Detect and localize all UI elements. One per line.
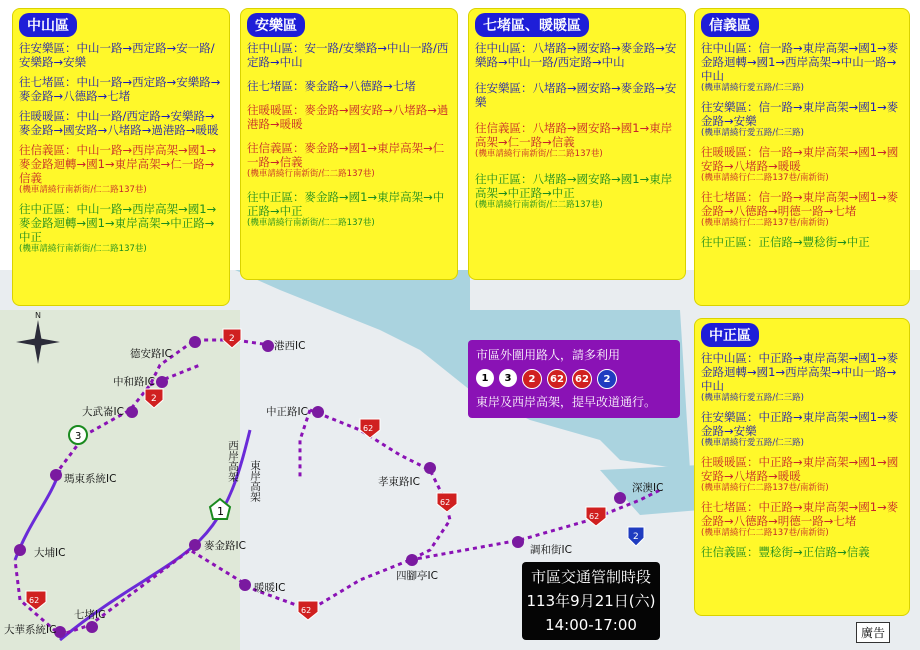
- ic-label: 大華系統IC: [4, 624, 57, 636]
- route-item: 往七堵區：中正路→東岸高架→國1→麥金路→八德路→明德一路→七堵 (機車請繞行仁二路137巷/南新街): [701, 500, 899, 538]
- ic-label: 港西IC: [274, 340, 306, 352]
- freeway-badge-icon: 1: [476, 369, 494, 387]
- panel-anle: [240, 8, 458, 280]
- route-badge: [69, 426, 87, 444]
- route-item: 往暖暖區：信一路→東岸高架→國1→國安路→八堵路→暖暖 (機車請繞行仁二路137巷/南新街): [701, 145, 899, 183]
- svg-text:62: 62: [589, 512, 600, 521]
- ic-dot: [406, 554, 418, 566]
- route-item: 往中山區：中正路→東岸高架→國1→麥金路迴轉→國1→西岸高架→中山一路→中山 (機車請繞行愛五路/仁三路): [701, 351, 899, 403]
- route-badge: [298, 601, 318, 620]
- ic-dot: [50, 469, 62, 481]
- route-item: 往中正區：正信路→豐稔街→中正: [701, 235, 870, 249]
- panel-zhongshan: [12, 8, 230, 306]
- svg-text:62: 62: [29, 596, 40, 605]
- route-item: 往暖暖區：中正路→東岸高架→國1→國安路→八堵路→暖暖 (機車請繞行仁二路137巷/南新街): [701, 455, 899, 493]
- road-label: 西岸高架: [227, 440, 239, 482]
- route-item: 往信義區：麥金路→國1→東岸高架→仁一路→信義 (機車請繞行南新街/仁二路137巷): [247, 141, 445, 179]
- freeway-badge-icon: 3: [499, 369, 517, 387]
- ic-label: 深澳IC: [632, 482, 664, 494]
- control-date: 113年9月21日(六): [526, 592, 656, 610]
- ic-dot: [126, 406, 138, 418]
- notice-icons: [476, 369, 672, 389]
- ic-dot: [86, 621, 98, 633]
- route-item: 往中正區：八堵路→國安路→國1→東岸高架→中正路→中正 (機車請繞行南新街/仁二路137巷): [475, 172, 673, 210]
- route-badge: [628, 527, 644, 546]
- panel-title: 中山區: [19, 13, 77, 37]
- route-item: 往中正區：中山一路→西岸高架→國1→麥金路迴轉→國1→東岸高架→中正路→中正 (機車請繞行南新街/仁二路137巷): [19, 202, 217, 254]
- panel-xinyi: [694, 8, 910, 306]
- control-title: 市區交通管制時段: [530, 568, 651, 586]
- expressway-badge-icon: 62: [547, 369, 567, 389]
- ic-dot: [189, 539, 201, 551]
- ic-dot: [614, 492, 626, 504]
- ic-label: 大埔IC: [34, 547, 66, 559]
- ic-dot: [189, 336, 201, 348]
- ic-label: 麥金路IC: [204, 540, 246, 552]
- svg-text:3: 3: [75, 431, 82, 442]
- ic-label: 四腳亭IC: [396, 570, 438, 582]
- svg-text:2: 2: [229, 334, 235, 344]
- ic-dot: [262, 340, 274, 352]
- ic-dot: [156, 376, 168, 388]
- panel-qidu-nuannuan: [468, 8, 686, 280]
- route-item: 往中山區：安一路/安樂路→中山一路/西定路→中山: [247, 41, 449, 69]
- ic-dot: [14, 544, 26, 556]
- route-item: 往信義區：豐稔街→正信路→信義: [701, 545, 870, 559]
- ic-label: 七堵IC: [74, 609, 106, 621]
- svg-text:1: 1: [217, 505, 224, 518]
- route-item: 往安樂區：八堵路→國安路→麥金路→安樂: [475, 81, 677, 109]
- route-item: 往七堵區：中山一路→西定路→安樂路→麥金路→八德路→七堵: [19, 75, 221, 103]
- control-time: 14:00-17:00: [545, 616, 637, 634]
- ic-label: 調和街IC: [530, 544, 572, 556]
- panel-title: 中正區: [701, 323, 759, 347]
- route-item: 往中山區：八堵路→國安路→麥金路→安樂路→中山一路/西定路→中山: [475, 41, 677, 69]
- route-badge: [437, 493, 457, 512]
- svg-text:62: 62: [301, 606, 312, 615]
- ic-label: 大武崙IC: [82, 406, 124, 418]
- route-item: 往安樂區：信一路→東岸高架→國1→麥金路→安樂 (機車請繞行愛五路/仁三路): [701, 100, 899, 138]
- route-item: 往中正區：麥金路→國1→東岸高架→中正路→中正 (機車請繞行南新街/仁二路137巷): [247, 190, 445, 228]
- route-item: 往信義區：八堵路→國安路→國1→東岸高架→仁一路→信義 (機車請繞行南新街/仁二路137巷): [475, 121, 673, 159]
- route-item: 往信義區：中山一路→西岸高架→國1→麥金路迴轉→國1→東岸高架→仁一路→信義 (機車請繞行南新街/仁二路137巷): [19, 143, 217, 195]
- ic-label: 中正路IC: [266, 406, 308, 418]
- svg-text:62: 62: [363, 424, 374, 433]
- control-time-box: [522, 562, 660, 640]
- route-item: 往暖暖區：中山一路/西定路→安樂路→麥金路→國安路→八堵路→過港路→暖暖: [19, 109, 219, 137]
- route-badge: [586, 507, 606, 526]
- route-item: 往中山區：信一路→東岸高架→國1→麥金路迴轉→國1→西岸高架→中山一路→中山 (機車請繞行愛五路/仁三路): [701, 41, 899, 93]
- ic-dot: [424, 462, 436, 474]
- road-label: 東岸高架: [249, 460, 261, 502]
- svg-text:2: 2: [151, 394, 157, 404]
- notice-box: [468, 340, 680, 418]
- panel-title: 安樂區: [247, 13, 305, 37]
- ic-dot: [312, 406, 324, 418]
- ic-dot: [239, 579, 251, 591]
- route-item: 往七堵區：麥金路→八德路→七堵: [247, 79, 416, 93]
- panel-title: 七堵區、暖暖區: [475, 13, 589, 37]
- svg-text:2: 2: [633, 532, 639, 542]
- panel-zhongzheng: [694, 318, 910, 616]
- route-item: 往暖暖區：麥金路→國安路→八堵路→過港路→暖暖: [247, 103, 449, 131]
- ad-label: 廣告: [856, 622, 890, 643]
- expressway-badge-icon: 2: [522, 369, 542, 389]
- ic-label: 中和路IC: [113, 376, 155, 388]
- ic-label: 德安路IC: [130, 348, 172, 360]
- provincial-badge-icon: 2: [597, 369, 617, 389]
- route-badge: [360, 419, 380, 438]
- ic-dot: [512, 536, 524, 548]
- notice-line2: 東岸及西岸高架，提早改道通行。: [476, 395, 657, 409]
- notice-line1: 市區外圍用路人，請多利用: [476, 348, 621, 362]
- svg-text:N: N: [35, 311, 41, 320]
- route-item: 往安樂區：中正路→東岸高架→國1→麥金路→安樂 (機車請繞行愛五路/仁三路): [701, 410, 899, 448]
- panel-title: 信義區: [701, 13, 759, 37]
- route-item: 往七堵區：信一路→東岸高架→國1→麥金路→八德路→明德一路→七堵 (機車請繞行仁二路137巷/南新街): [701, 190, 899, 228]
- ic-label: 瑪東系統IC: [64, 473, 117, 485]
- ic-label: 暖暖IC: [254, 582, 286, 594]
- svg-text:62: 62: [440, 498, 451, 507]
- route-item: 往安樂區：中山一路→西定路→安一路/安樂路→安樂: [19, 41, 215, 69]
- expressway-badge-icon: 62: [572, 369, 592, 389]
- ic-label: 孝東路IC: [378, 476, 420, 488]
